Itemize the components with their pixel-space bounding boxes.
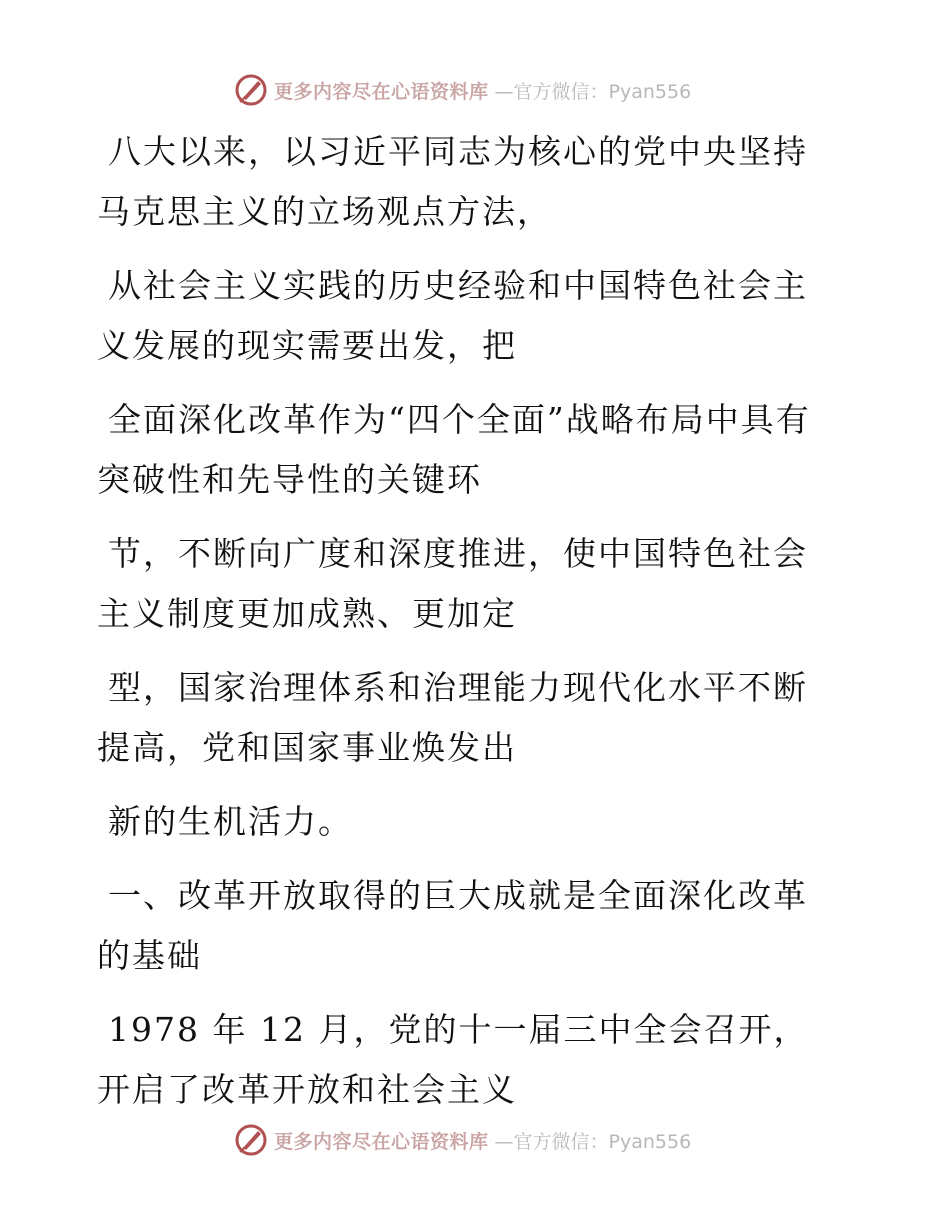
section-heading: 一、改革开放取得的巨大成就是全面深化改革的基础	[97, 876, 808, 975]
watermark-wechat-text: —官方微信：Pyan556	[494, 80, 692, 103]
feather-pen-logo-icon	[234, 73, 268, 107]
document-body	[97, 122, 842, 1134]
paragraph: 新的生机活力。	[108, 802, 353, 841]
paragraph: 全面深化改革作为“四个全面”战略布局中具有突破性和先导性的关键环	[97, 400, 811, 499]
watermark-main-text: 更多内容尽在心语资料库	[274, 1130, 489, 1153]
watermark-wechat-text: —官方微信：Pyan556	[494, 1130, 692, 1153]
paragraph: 1978 年 12 月，党的十一届三中全会召开，开启了改革开放和社会主义	[97, 1010, 809, 1109]
paragraph: 型，国家治理体系和治理能力现代化水平不断提高，党和国家事业焕发出	[97, 668, 808, 767]
watermark-main-text: 更多内容尽在心语资料库	[274, 80, 489, 103]
feather-pen-logo-icon	[234, 1123, 268, 1157]
header-watermark	[234, 72, 691, 108]
paragraph: 从社会主义实践的历史经验和中国特色社会主义发展的现实需要出发，把	[97, 266, 808, 365]
footer-watermark	[234, 1122, 691, 1158]
paragraph: 八大以来，以习近平同志为核心的党中央坚持马克思主义的立场观点方法，	[97, 132, 808, 231]
paragraph: 节，不断向广度和深度推进，使中国特色社会主义制度更加成熟、更加定	[97, 534, 808, 633]
